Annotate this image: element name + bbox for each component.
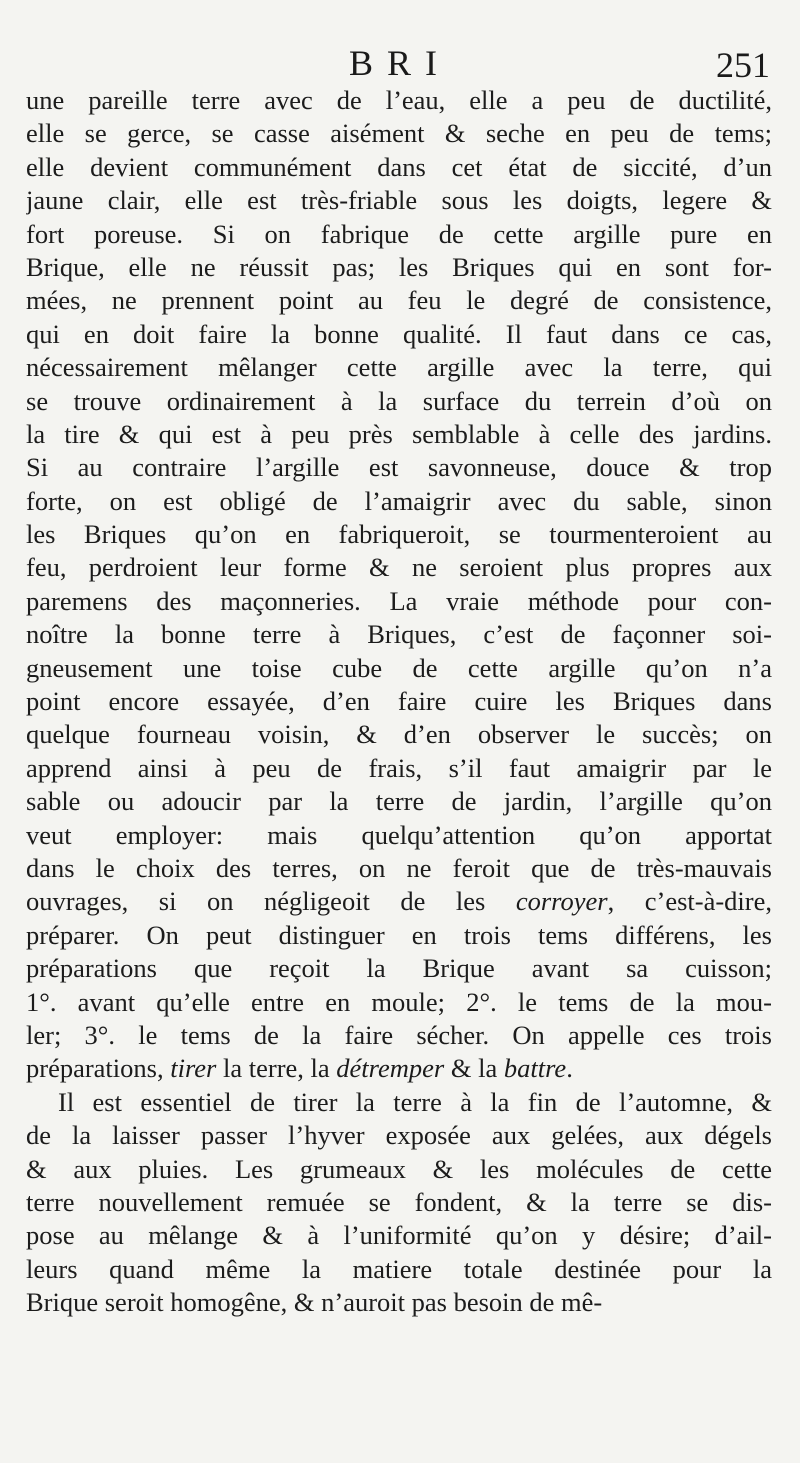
text-line (26, 1219, 772, 1252)
text-run: Il est essentiel de tirer la terre à la fin de l’automne, & (58, 1086, 772, 1117)
text-line (26, 1186, 772, 1219)
text-run: . (566, 1053, 573, 1084)
text-run: jaune clair, elle est très-friable sous les doigts, legere & (26, 185, 772, 216)
text-run: feu, perdroient leur forme & ne seroient plus propres aux (26, 552, 772, 583)
text-run: elle se gerce, se casse aisément & seche en peu de tems; (26, 118, 772, 149)
text-run: préparer. On peut distinguer en trois tems différens, les (26, 919, 772, 950)
italic-term: corroyer (515, 886, 608, 917)
text-run: qui en doit faire la bonne qualité. Il faut dans ce cas, (26, 318, 772, 349)
text-run: leurs quand même la matiere totale destinée pour la (26, 1253, 772, 1284)
text-line (26, 1253, 772, 1286)
text-run: la tire & qui est à peu près semblable à celle des jardins. (26, 418, 772, 449)
text-line (26, 84, 772, 117)
text-run: & aux pluies. Les grumeaux & les molécules de cette (26, 1153, 772, 1184)
text-run: apprend ainsi à peu de frais, s’il faut amaigrir par le (26, 752, 772, 783)
italic-term: battre (503, 1053, 567, 1084)
page-number: 251 (716, 45, 770, 85)
text-run: point encore essayée, d’en faire cuire les Briques dans (26, 686, 772, 717)
text-line (26, 284, 772, 317)
text-line (26, 117, 772, 150)
text-run: noître la bonne terre à Briques, c’est de façonner soi- (26, 619, 772, 650)
text-line (26, 819, 772, 852)
text-line (26, 618, 772, 651)
text-run: ouvrages, si on négligeoit de les (26, 886, 516, 917)
text-line (26, 1052, 772, 1085)
text-line (26, 752, 772, 785)
text-line (26, 184, 772, 217)
text-run: Brique seroit homogêne, & n’auroit pas besoin de mê- (26, 1287, 603, 1318)
text-line (26, 318, 772, 351)
text-run: préparations, (26, 1053, 171, 1084)
text-run: veut employer: mais quelqu’attention qu’on apportat (26, 819, 772, 850)
text-line (26, 919, 772, 952)
text-line (26, 885, 772, 918)
text-run: Brique, elle ne réussit pas; les Briques qui en sont for- (26, 251, 772, 282)
text-run: quelque fourneau voisin, & d’en observer le succès; on (26, 719, 772, 750)
running-head-title: BRI (348, 43, 451, 83)
text-line (26, 351, 772, 384)
text-run: nécessairement mêlanger cette argille avec la terre, qui (26, 352, 772, 383)
text-line (26, 551, 772, 584)
text-line (26, 151, 772, 184)
text-run: & la (444, 1053, 504, 1084)
text-line (26, 1019, 772, 1052)
running-head (0, 40, 800, 86)
text-run: elle devient communément dans cet état de siccité, d’un (26, 151, 772, 182)
text-line (26, 952, 772, 985)
text-run: sable ou adoucir par la terre de jardin, l’argille qu’on (26, 786, 772, 817)
text-run: fort poreuse. Si on fabrique de cette argille pure en (26, 218, 772, 249)
text-line (26, 1286, 772, 1319)
text-run: , c’est-à-dire, (607, 886, 772, 917)
text-line (26, 251, 772, 284)
text-line (26, 1119, 772, 1152)
text-line (26, 385, 772, 418)
text-run: terre nouvellement remuée se fondent, & la terre se dis- (26, 1186, 772, 1217)
text-run: gneusement une toise cube de cette argille qu’on n’a (26, 652, 772, 683)
text-line (26, 652, 772, 685)
text-run: les Briques qu’on en fabriqueroit, se tourmenteroient au (26, 519, 772, 550)
text-line (26, 485, 772, 518)
text-run: Si au contraire l’argille est savonneuse, douce & trop (26, 452, 772, 483)
text-line (26, 451, 772, 484)
text-run: préparations que reçoit la Brique avant sa cuisson; (26, 953, 772, 984)
text-run: paremens des maçonneries. La vraie méthode pour con- (26, 585, 772, 616)
text-run: dans le choix des terres, on ne feroit que de très-mauvais (26, 852, 772, 883)
text-run: ler; 3°. le tems de la faire sécher. On appelle ces trois (26, 1019, 772, 1050)
text-line (26, 518, 772, 551)
text-line (26, 418, 772, 451)
italic-term: tirer (170, 1053, 217, 1084)
text-line (26, 986, 772, 1019)
text-run: la terre, la (216, 1053, 337, 1084)
text-run: une pareille terre avec de l’eau, elle a peu de ductilité, (26, 85, 772, 115)
text-run: de la laisser passer l’hyver exposée aux gelées, aux dégels (26, 1120, 772, 1151)
text-line (26, 785, 772, 818)
text-line (26, 1153, 772, 1186)
body-text (26, 84, 772, 1319)
text-line (26, 685, 772, 718)
text-line (26, 718, 772, 751)
text-line (26, 852, 772, 885)
text-line (26, 218, 772, 251)
text-line (26, 1086, 772, 1119)
text-line (26, 585, 772, 618)
text-run: 1°. avant qu’elle entre en moule; 2°. le tems de la mou- (26, 986, 772, 1017)
text-run: se trouve ordinairement à la surface du terrein d’où on (26, 385, 772, 416)
text-run: pose au mêlange & à l’uniformité qu’on y désire; d’ail- (26, 1220, 772, 1251)
italic-term: détremper (336, 1053, 445, 1084)
text-run: forte, on est obligé de l’amaigrir avec du sable, sinon (26, 485, 772, 516)
text-run: mées, ne prennent point au feu le degré de consistence, (26, 285, 772, 316)
